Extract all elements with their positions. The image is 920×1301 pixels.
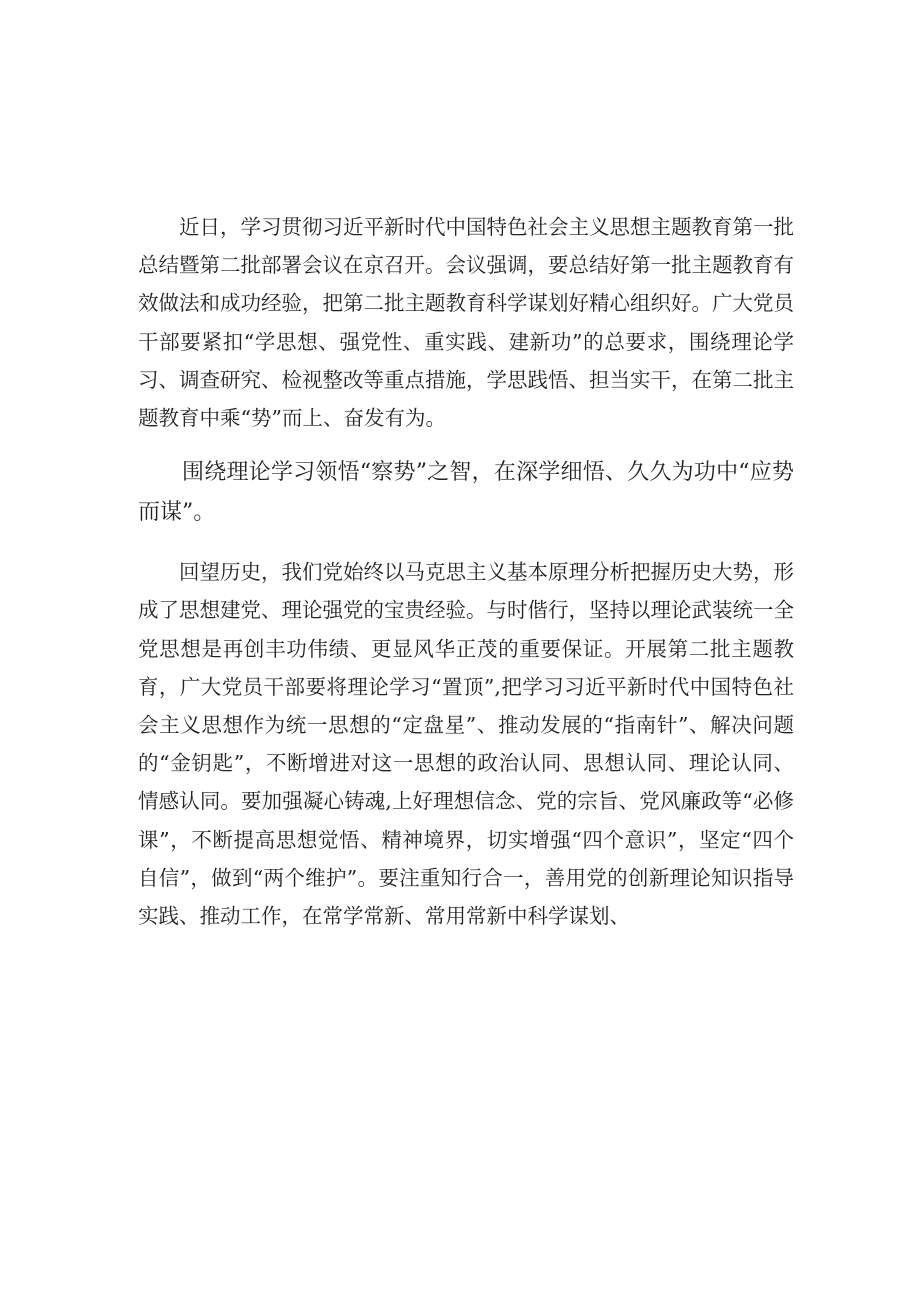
paragraph-history: 回望历史，我们党始终以马克思主义基本原理分析把握历史大势，形成了思想建党、理论强党的宝贵经验。与时偕行，坚持以理论武装统一全党思想是再创丰功伟绩、更显风华正茂的重要保证。开展第二批主题教育，广大党员干部要将理论学习“置顶”,把学习习近平新时代中国特色社会主义思想作为统一思想的“定盘星”、推动发展的“指南针”、解决问题的“金钥匙”，不断增进对这一思想的政治认同、思想认同、理论认同、情感认同。要加强凝心铸魂,上好理想信念、党的宗旨、党风廉政等“必修课”，不断提高思想觉悟、精神境界，切实增强“四个意识”，坚定“四个自信”，做到“两个维护”。要注重知行合一，善用党的创新理论知识指导实践、推动工作，在常学常新、常用常新中科学谋划、 xyxy=(138,560,794,929)
paragraph-intro: 近日，学习贯彻习近平新时代中国特色社会主义思想主题教育第一批总结暨第二批部署会议在京召开。会议强调，要总结好第一批主题教育有效做法和成功经验，把第二批主题教育科学谋划好精心组织好。广大党员干部要紧扣“学思想、强党性、重实践、建新功”的总要求，围绕理论学习、调查研究、检视整改等重点措施，学思践悟、担当实干，在第二批主题教育中乘“势”而上、奋发有为。 xyxy=(138,215,794,431)
paragraph-section-heading: 围绕理论学习领悟“察势”之智，在深学细悟、久久为功中“应势而谋”。 xyxy=(138,460,794,526)
document-body xyxy=(138,208,794,935)
